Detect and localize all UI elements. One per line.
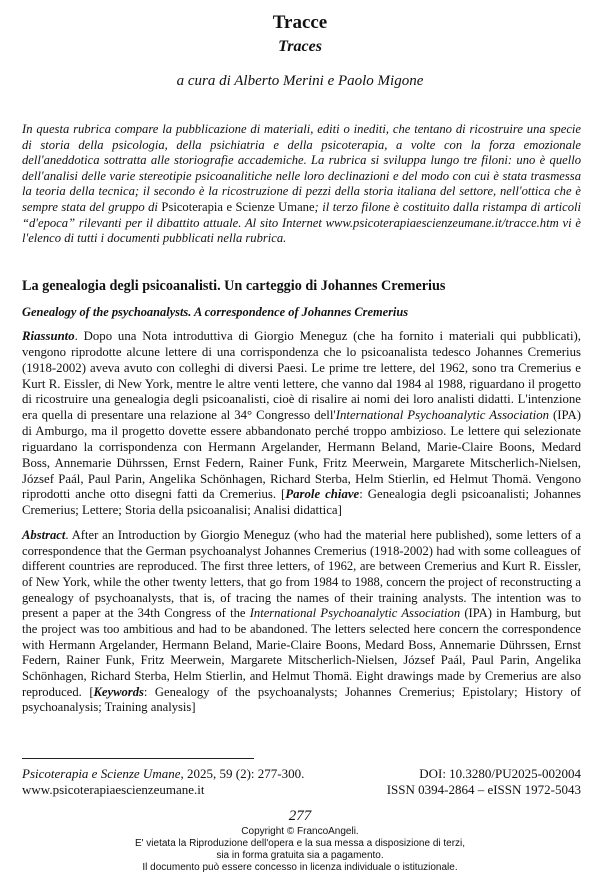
footnote-divider: [22, 758, 254, 759]
footer-journal: Psicoterapia e Scienze Umane: [22, 766, 181, 781]
copyright-line: E' vietata la Riproduzione dell'opera e la sua messa a disposizione di terzi,: [134, 838, 466, 849]
footer-doi: DOI: 10.3280/PU2025-002004: [419, 766, 581, 781]
abstract-it-keywords: : Genealogia degli psicoanalisti; Johannes Cremerius; Lettere; Storia della psicoanalisi; Analisi didattica]: [22, 487, 581, 518]
footer-citation: [22, 766, 304, 782]
section-title: Tracce: [272, 12, 328, 33]
abstract-en-keywords: : Genealogy of the psychoanalysts; Johannes Cremerius; Epistolary; History of psychoanalysis; Training analysis]: [22, 684, 581, 715]
abstract-it-label: Riassunto: [22, 329, 75, 343]
section-editors: a cura di Alberto Merini e Paolo Migone: [176, 73, 424, 89]
section-introduction: [22, 122, 581, 247]
intro-part2: ; il terzo filone è costituito dalla ristampa di articoli “d'epoca” rilevanti per il dibattito attuale. Al sito Internet www.psicoterapiaescienzeumane.it/tracce.htm vi è l'elenco di tutti i documenti pubblicati nella rubrica.: [22, 199, 582, 246]
page-number: 277: [288, 808, 312, 824]
abstract-en-keywords-label: Keywords: [93, 684, 144, 699]
abstract-en-label: Abstract: [22, 528, 66, 542]
copyright-line: sia in forma gratuita sia a pagamento.: [216, 850, 384, 861]
abstract-it-text1: . Dopo una Nota introduttiva di Giorgio Meneguz (che ha fornito i materiali qui pubblicati), vengono riprodotte alcune lettere di una corrispondenza che lo psicoanalista tedesco Johannes Cremerius (1918-2002) aveva avuto con colleghi di diversi Paesi. Le prime tre lettere, del 1962, sono tra Cremerius e Kurt R. Eissler, di New York, mentre le altre venti lettere, che vanno dal 1984 al 1988, riguardano il progetto di ricostruire una genealogia degli psicoanalisti, cioè di risalire ai nomi dei loro analisti didatti. L'intenzione era quella di presentare una relazione al 34° Congresso dell': [22, 329, 581, 423]
article-title: La genealogia degli psicoanalisti. Un carteggio di Johannes Cremerius: [22, 278, 446, 294]
abstract-it-ipa-name: International Psychoanalytic Association: [335, 408, 549, 423]
section-subtitle: Traces: [278, 38, 322, 55]
copyright-line: Copyright © FrancoAngeli.: [241, 826, 359, 837]
abstract-en-ipa-name: International Psychoanalytic Association: [249, 606, 461, 621]
footer-citation-details: , 2025, 59 (2): 277-300.: [180, 766, 305, 781]
copyright-notice: [0, 826, 600, 874]
abstract-en-text2: (IPA) in Hamburg, but the project was too ambitious and had to be abandoned. The letters selected here concern the correspondence with Hermann Argelander, Hermann Beland, Marie-Claire Boons, Medard Boss, Annemarie Dührssen, Ernst Federn, Rainer Funk, Fritz Meerwein, Margarete Mitscherlich-Nielsen, József Paál, Paul Parin, Angelika Schönhagen, Richard Sterba, Helm Stierlin, and Helmut Thomä. Eight drawings made by Cremerius are also reproduced. [: [22, 606, 581, 699]
copyright-line: Il documento può essere concesso in licenza individuale o istituzionale.: [142, 862, 458, 873]
abstract-it-text2: (IPA) di Amburgo, ma il progetto dovette essere abbandonato perché troppo ambizioso. Le lettere qui selezionate riguardano la corrispondenza con Hermann Argelander, Hermann Beland, Marie-Claire Boons, Medard Boss, Annemarie Dührssen, Ernst Federn, Rainer Funk, Fritz Meerwein, Margarete Mitscherlich-Nielsen, József Paál, Paul Parin, Angelika Schönhagen, Richard Sterba, Helm Stierlin, ed Helmut Thomä. Vengono riprodotti anche otto disegni fatti da Cremerius. [: [22, 408, 581, 502]
intro-part1: In questa rubrica compare la pubblicazione di materiali, editi o inediti, che tentano di ricostruire una specie di storia della psicologia, della psichiatria e della psicoterapia, a volte con la forza emozionale dell'aneddotica sottratta alle storiografie accademiche. La rubrica si sviluppa lungo tre filoni: uno è quello dell'analisi delle varie stereotipie psicoanalitiche nelle loro declinazioni e del modo con cui è stata trasmessa la teoria della tecnica; il secondo è la ricostruzione di pezzi della storia italiana del settore, nell'ottica che è sempre stata del gruppo di: [22, 122, 581, 214]
footer-issn: ISSN 0394-2864 – eISSN 1972-5043: [386, 782, 581, 797]
article-subtitle: Genealogy of the psychoanalysts. A correspondence of Johannes Cremerius: [22, 305, 409, 319]
footer-website: www.psicoterapiaescienzeumane.it: [22, 782, 205, 797]
abstract-italian: [22, 329, 581, 519]
abstract-english: [22, 528, 581, 716]
intro-journal-name: Psicoterapia e Scienze Umane: [161, 199, 315, 214]
abstract-en-text1: . After an Introduction by Giorgio Meneguz (who had the material here published), some letters of a correspondence that the German psychoanalyst Johannes Cremerius (1918-2002) had with some colleagues of different countries are reproduced. The first three letters, of 1962, are between Cremerius and Kurt R. Eissler, of New York, while the other twenty letters, that go from 1984 to 1988, concern the project of reconstructing a genealogy of psychoanalysts, that is, of tracing the names of their training analysts. The intention was to present a paper at the 34th Congress of the: [22, 528, 581, 621]
abstract-it-keywords-label: Parole chiave: [285, 487, 360, 502]
